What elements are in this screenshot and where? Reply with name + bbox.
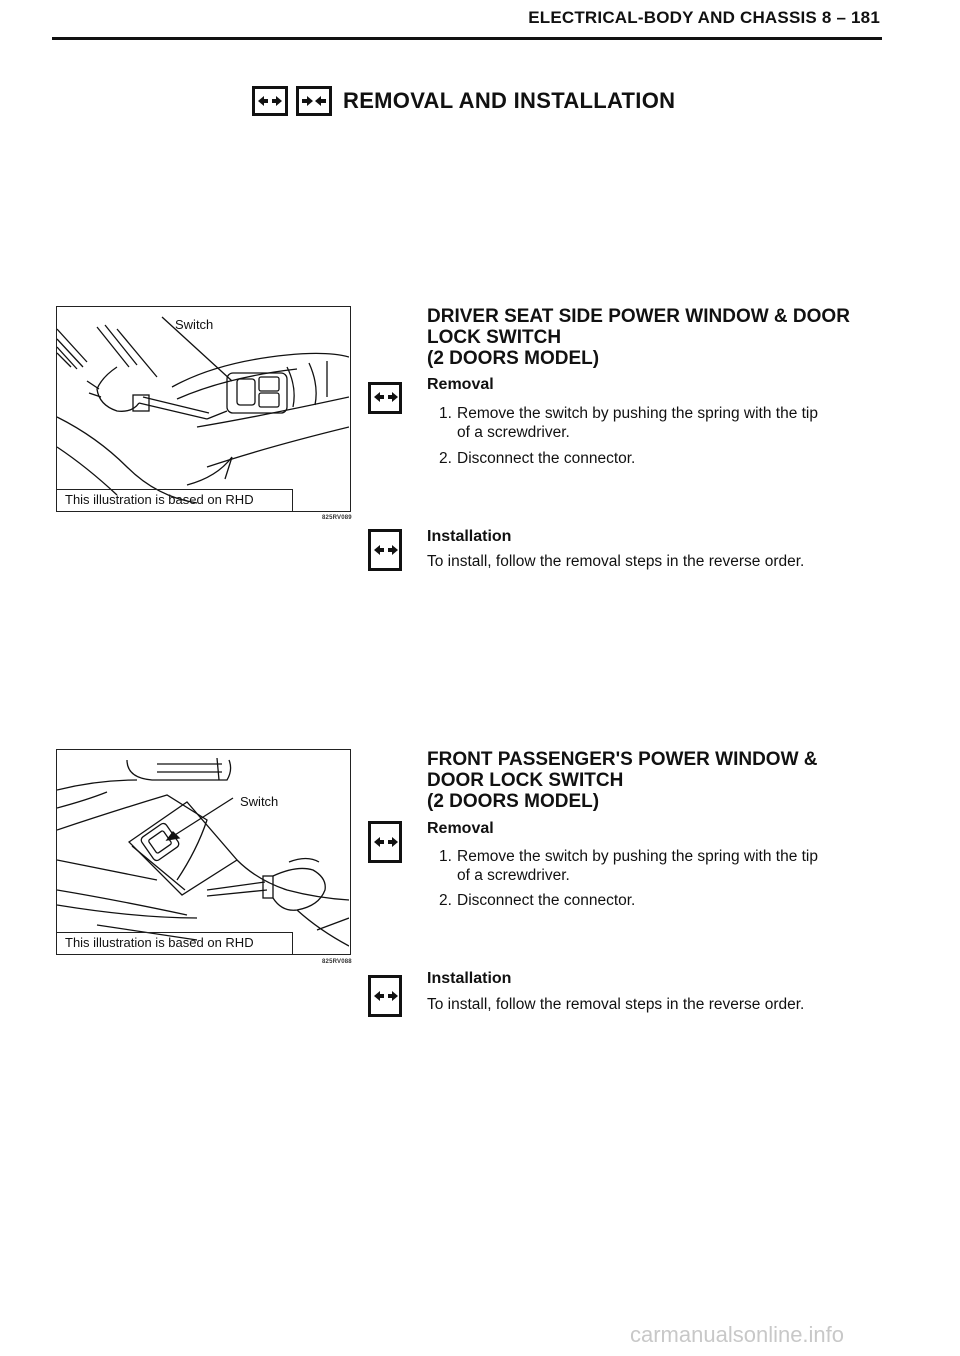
step-number: 2. [439, 892, 452, 909]
step-number: 1. [439, 848, 452, 865]
step-number: 1. [439, 405, 452, 422]
figure-caption: This illustration is based on RHD [65, 935, 254, 950]
figure-code: 825RV088 [322, 959, 352, 965]
installation-icon [368, 529, 402, 571]
figure-caption: This illustration is based on RHD [65, 492, 254, 507]
figure-code: 825RV089 [322, 515, 352, 521]
step-text [457, 404, 897, 442]
removal-icon [368, 821, 402, 863]
section1-title [427, 306, 927, 369]
watermark: carmanualsonline.info [630, 1322, 845, 1347]
section1-installation-heading: Installation [427, 528, 512, 545]
removal-icon [368, 382, 402, 414]
step-text [457, 449, 897, 468]
step-text-line: Remove the switch by pushing the spring with the tip [457, 405, 818, 422]
section2-installation-heading: Installation [427, 970, 512, 987]
step-text [457, 847, 897, 885]
section2-title-line: FRONT PASSENGER'S POWER WINDOW & [427, 749, 818, 770]
figure-label-switch: Switch [240, 794, 279, 809]
section1-title-line: LOCK SWITCH [427, 327, 562, 348]
step-text [457, 891, 897, 910]
step-text-line: Remove the switch by pushing the spring with the tip [457, 848, 818, 865]
page-header-title: ELECTRICAL-BODY AND CHASSIS 8 – 181 [528, 8, 880, 27]
section2-title-line: DOOR LOCK SWITCH [427, 770, 624, 791]
section2-title [427, 749, 927, 812]
section1-title-line: (2 DOORS MODEL) [427, 348, 600, 369]
section1-removal-heading: Removal [427, 376, 494, 393]
step-text-line: Disconnect the connector. [457, 450, 636, 467]
figure-label-switch: Switch [175, 317, 214, 332]
removal-icon [252, 86, 288, 116]
header-rule [52, 37, 882, 40]
section1-title-line: DRIVER SEAT SIDE POWER WINDOW & DOOR [427, 306, 850, 327]
driver-switch-illustration [57, 307, 349, 507]
installation-icon [296, 86, 332, 116]
passenger-switch-illustration [57, 750, 349, 950]
figure-driver-switch [56, 306, 351, 512]
step-number: 2. [439, 450, 452, 467]
step-text-line: Disconnect the connector. [457, 892, 636, 909]
section2-title-line: (2 DOORS MODEL) [427, 791, 600, 812]
page-title: REMOVAL AND INSTALLATION [343, 88, 676, 113]
section2-installation-text: To install, follow the removal steps in the reverse order. [427, 996, 805, 1013]
step-text-line: of a screwdriver. [457, 424, 570, 441]
step-text-line: of a screwdriver. [457, 867, 570, 884]
section2-removal-heading: Removal [427, 820, 494, 837]
installation-icon [368, 975, 402, 1017]
figure-passenger-switch [56, 749, 351, 955]
section1-installation-text: To install, follow the removal steps in the reverse order. [427, 553, 805, 570]
